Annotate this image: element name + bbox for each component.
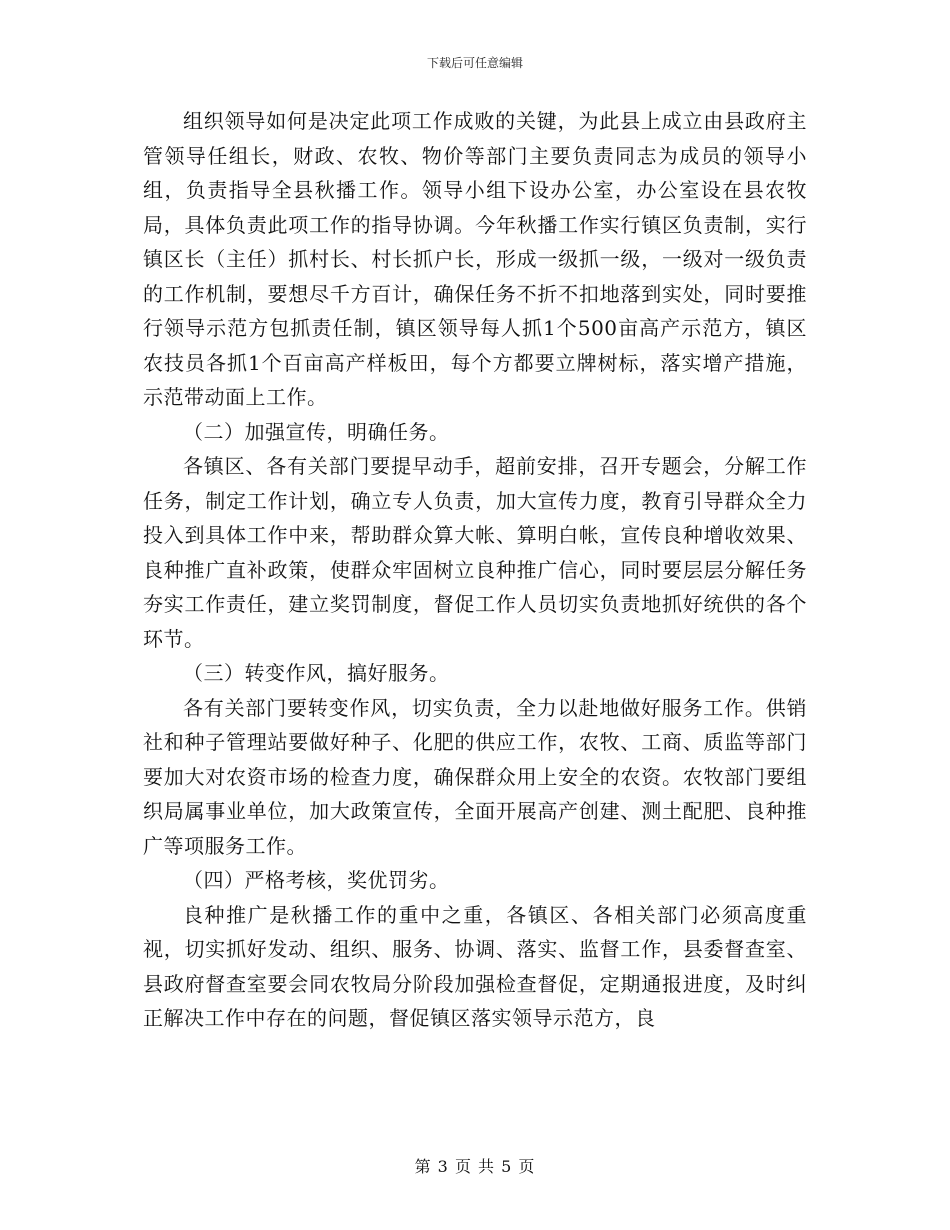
paragraph-publicity: 各镇区、各有关部门要提早动手，超前安排，召开专题会，分解工作任务，制定工作计划，确立专人负责，加大宣传力度，教育引导群众全力投入到具体工作中来，帮助群众算大帐、算明白帐，宣传良种增收效果、良种推广直补政策，使群众牢固树立良种推广信心，同时要层层分解任务夯实工作责任，建立奖罚制度，督促工作人员切实负责地抓好统供的各个环节。	[143, 454, 807, 651]
page-number-footer: 第 3 页 共 5 页	[414, 1157, 536, 1176]
paragraph-assessment: 良种推广是秋播工作的重中之重，各镇区、各相关部门必须高度重视，切实抓好发动、组织、服务、协调、落实、监督工作，县委督查室、县政府督查室要会同农牧局分阶段加强检查督促，定期通报进度，及时纠正解决工作中存在的问题，督促镇区落实领导示范方，良	[143, 902, 807, 1030]
section-heading-service: （三）转变作风，搞好服务。	[183, 661, 450, 685]
section-heading-publicity: （二）加强宣传，明确任务。	[183, 419, 450, 444]
document-body	[143, 104, 807, 1036]
section-heading-assessment: （四）严格考核，奖优罚劣。	[183, 868, 450, 892]
page-header: 下载后可任意编辑	[426, 56, 523, 70]
paragraph-leadership: 组织领导如何是决定此项工作成败的关键，为此县上成立由县政府主管领导任组长，财政、农牧、物价等部门主要负责同志为成员的领导小组，负责指导全县秋播工作。领导小组下设办公室，办公室设在县农牧局，具体负责此项工作的指导协调。今年秋播工作实行镇区负责制，实行镇区长（主任）抓村长、村长抓户长，形成一级抓一级，一级对一级负责的工作机制，要想尽千方百计，确保任务不折不扣地落到实处，同时要推行领导示范方包抓责任制，镇区领导每人抓1个500亩高产示范方，镇区农技员各抓1个百亩高产样板田，每个方都要立牌树标，落实增产措施，示范带动面上工作。	[143, 109, 807, 409]
paragraph-service: 各有关部门要转变作风，切实负责，全力以赴地做好服务工作。供销社和种子管理站要做好种子、化肥的供应工作，农牧、工商、质监等部门要加大对农资市场的检查力度，确保群众用上安全的农资。农牧部门要组织局属事业单位，加大政策宣传，全面开展高产创建、测土配肥、良种推广等项服务工作。	[143, 695, 807, 858]
